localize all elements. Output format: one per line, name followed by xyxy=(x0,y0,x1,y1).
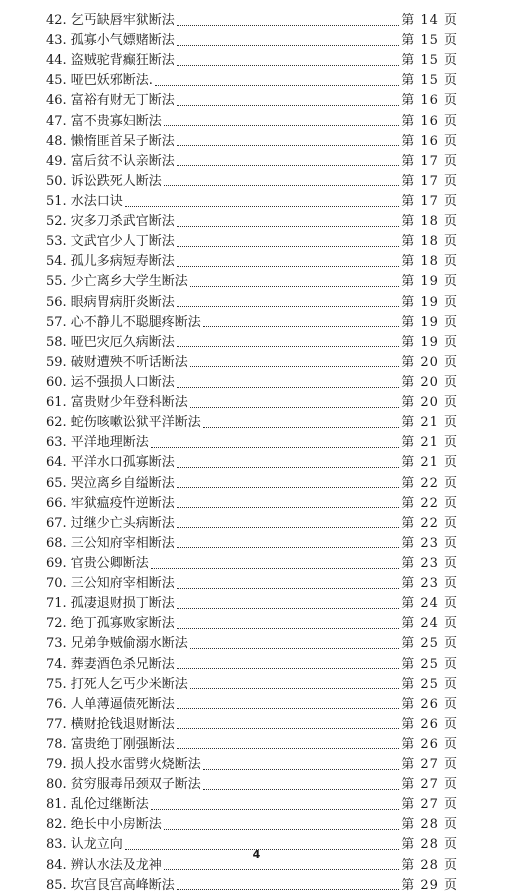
toc-entry-page: 第 16 页 xyxy=(401,93,458,109)
dot-leader xyxy=(177,748,399,749)
toc-entry-page: 第 26 页 xyxy=(401,696,458,712)
toc-entry-page: 第 28 页 xyxy=(401,857,458,873)
toc-entry-page: 第 14 页 xyxy=(401,13,458,28)
toc-entry-title: 58. 哑巴灾厄久病断法 xyxy=(46,334,175,350)
toc-entry xyxy=(46,393,458,413)
dot-leader xyxy=(203,427,399,428)
dot-leader xyxy=(177,65,399,66)
toc-entry-title: 81. 乱伦过继断法 xyxy=(46,797,149,813)
toc-entry-page: 第 19 页 xyxy=(401,334,458,350)
toc-entry xyxy=(46,413,458,433)
dot-leader xyxy=(125,206,399,207)
toc-entry-title: 79. 损人投水雷劈火烧断法 xyxy=(46,757,201,773)
toc-entry xyxy=(46,815,458,835)
toc-entry xyxy=(46,272,458,292)
toc-entry-title: 49. 富后贫不认亲断法 xyxy=(46,153,175,169)
toc-entry-page: 第 28 页 xyxy=(401,837,458,853)
toc-entry xyxy=(46,11,458,31)
toc-entry xyxy=(46,453,458,473)
toc-entry-page: 第 19 页 xyxy=(401,294,458,310)
toc-entry xyxy=(46,474,458,494)
toc-entry xyxy=(46,735,458,755)
toc-entry-title: 42. 乞丐缺唇牢狱断法 xyxy=(46,13,175,28)
dot-leader xyxy=(177,889,399,890)
table-of-contents xyxy=(46,11,458,896)
toc-entry-title: 55. 少亡离乡大学生断法 xyxy=(46,274,188,290)
toc-entry xyxy=(46,715,458,735)
toc-entry-title: 80. 贫穷服毒吊颈双子断法 xyxy=(46,777,201,793)
dot-leader xyxy=(177,25,399,26)
dot-leader xyxy=(151,809,399,810)
toc-entry xyxy=(46,51,458,71)
toc-entry-page: 第 25 页 xyxy=(401,676,458,692)
toc-entry-page: 第 21 页 xyxy=(401,455,458,471)
toc-entry-page: 第 17 页 xyxy=(401,153,458,169)
dot-leader xyxy=(151,568,399,569)
toc-entry-title: 69. 官贵公卿断法 xyxy=(46,555,149,571)
dot-leader xyxy=(177,527,399,528)
toc-entry xyxy=(46,614,458,634)
toc-entry-title: 53. 文武官少人丁断法 xyxy=(46,234,175,250)
toc-entry-title: 45. 哑巴妖邪断法. xyxy=(46,73,153,89)
toc-entry-page: 第 18 页 xyxy=(401,234,458,250)
toc-entry-page: 第 26 页 xyxy=(401,736,458,752)
dot-leader xyxy=(164,829,399,830)
toc-entry-title: 77. 横财抢钱退财断法 xyxy=(46,716,175,732)
toc-entry-page: 第 28 页 xyxy=(401,817,458,833)
toc-entry-page: 第 17 页 xyxy=(401,173,458,189)
toc-entry xyxy=(46,333,458,353)
toc-entry xyxy=(46,71,458,91)
toc-entry xyxy=(46,634,458,654)
dot-leader xyxy=(177,346,399,347)
toc-entry-page: 第 15 页 xyxy=(401,33,458,49)
toc-entry-title: 47. 富不贵寡妇断法 xyxy=(46,113,162,129)
toc-entry-page: 第 23 页 xyxy=(401,535,458,551)
dot-leader xyxy=(190,407,399,408)
toc-entry-title: 78. 富贵绝丁刚强断法 xyxy=(46,736,175,752)
toc-entry xyxy=(46,31,458,51)
dot-leader xyxy=(177,246,399,247)
dot-leader xyxy=(177,547,399,548)
toc-entry-title: 59. 破财遭殃不听话断法 xyxy=(46,354,188,370)
dot-leader xyxy=(177,45,399,46)
toc-entry-title: 67. 过继少亡头病断法 xyxy=(46,515,175,531)
dot-leader xyxy=(177,588,399,589)
toc-entry xyxy=(46,293,458,313)
toc-entry-title: 73. 兄弟争贼偷溺水断法 xyxy=(46,636,188,652)
toc-entry xyxy=(46,494,458,514)
toc-entry-title: 50. 诉讼跌死人断法 xyxy=(46,173,162,189)
toc-entry xyxy=(46,554,458,574)
dot-leader xyxy=(190,366,399,367)
dot-leader xyxy=(203,769,399,770)
dot-leader xyxy=(177,507,399,508)
toc-entry xyxy=(46,675,458,695)
toc-entry xyxy=(46,212,458,232)
dot-leader xyxy=(177,387,399,388)
toc-entry-page: 第 22 页 xyxy=(401,475,458,491)
toc-entry xyxy=(46,192,458,212)
toc-entry-page: 第 16 页 xyxy=(401,133,458,149)
dot-leader xyxy=(177,708,399,709)
dot-leader xyxy=(164,125,399,126)
dot-leader xyxy=(177,105,399,106)
dot-leader xyxy=(190,648,399,649)
toc-entry-title: 64. 平洋水口孤寡断法 xyxy=(46,455,175,471)
toc-entry-title: 46. 富裕有财无丁断法 xyxy=(46,93,175,109)
toc-entry-page: 第 22 页 xyxy=(401,495,458,511)
toc-entry xyxy=(46,876,458,896)
toc-entry-page: 第 24 页 xyxy=(401,616,458,632)
dot-leader xyxy=(190,286,399,287)
toc-entry xyxy=(46,514,458,534)
toc-entry xyxy=(46,252,458,272)
toc-entry-page: 第 19 页 xyxy=(401,274,458,290)
toc-entry-title: 62. 蛇伤咳嗽讼狱平洋断法 xyxy=(46,415,201,431)
dot-leader xyxy=(190,688,399,689)
toc-entry-title: 75. 打死人乞丐少米断法 xyxy=(46,676,188,692)
toc-entry-title: 57. 心不静儿不聪腿疼断法 xyxy=(46,314,201,330)
dot-leader xyxy=(164,185,399,186)
toc-entry xyxy=(46,574,458,594)
toc-entry-page: 第 27 页 xyxy=(401,797,458,813)
dot-leader xyxy=(177,668,399,669)
dot-leader xyxy=(177,145,399,146)
toc-entry xyxy=(46,112,458,132)
toc-entry-title: 82. 绝长中小房断法 xyxy=(46,817,162,833)
dot-leader xyxy=(177,165,399,166)
toc-entry-title: 51. 水法口诀 xyxy=(46,193,123,209)
dot-leader xyxy=(177,628,399,629)
toc-entry xyxy=(46,695,458,715)
toc-entry-page: 第 19 页 xyxy=(401,314,458,330)
toc-entry-page: 第 23 页 xyxy=(401,555,458,571)
toc-entry-title: 74. 葬妻酒色杀兄断法 xyxy=(46,656,175,672)
toc-entry-title: 48. 懒惰匪首呆子断法 xyxy=(46,133,175,149)
toc-entry-title: 84. 辨认水法及龙神 xyxy=(46,857,162,873)
toc-entry xyxy=(46,755,458,775)
toc-entry-page: 第 21 页 xyxy=(401,435,458,451)
toc-entry-page: 第 21 页 xyxy=(401,415,458,431)
toc-entry-page: 第 17 页 xyxy=(401,193,458,209)
dot-leader xyxy=(177,226,399,227)
toc-entry-title: 71. 孤凄退财损丁断法 xyxy=(46,596,175,612)
toc-entry xyxy=(46,232,458,252)
toc-entry-title: 44. 盗贼驼背癫狂断法 xyxy=(46,53,175,69)
toc-entry-title: 83. 认龙立向 xyxy=(46,837,123,853)
toc-entry-page: 第 27 页 xyxy=(401,757,458,773)
toc-entry-title: 54. 孤儿多病短寿断法 xyxy=(46,254,175,270)
toc-entry xyxy=(46,91,458,111)
toc-entry xyxy=(46,152,458,172)
toc-entry-page: 第 15 页 xyxy=(401,73,458,89)
toc-entry xyxy=(46,353,458,373)
dot-leader xyxy=(203,789,399,790)
toc-entry xyxy=(46,655,458,675)
toc-entry-title: 61. 富贵财少年登科断法 xyxy=(46,395,188,411)
toc-entry-page: 第 22 页 xyxy=(401,515,458,531)
toc-entry-title: 68. 三公知府宰相断法 xyxy=(46,535,175,551)
toc-entry xyxy=(46,594,458,614)
toc-entry xyxy=(46,373,458,393)
toc-entry-title: 72. 绝丁孤寡败家断法 xyxy=(46,616,175,632)
dot-leader xyxy=(177,306,399,307)
toc-entry-title: 85. 坎宫艮宫高峰断法 xyxy=(46,877,175,893)
toc-entry-page: 第 20 页 xyxy=(401,354,458,370)
toc-entry-page: 第 24 页 xyxy=(401,596,458,612)
toc-entry-page: 第 20 页 xyxy=(401,395,458,411)
toc-entry-page: 第 29 页 xyxy=(401,877,458,893)
toc-entry xyxy=(46,775,458,795)
page-number: 4 xyxy=(252,848,261,861)
dot-leader xyxy=(203,326,399,327)
toc-entry-page: 第 23 页 xyxy=(401,576,458,592)
dot-leader xyxy=(155,85,399,86)
toc-entry-page: 第 20 页 xyxy=(401,374,458,390)
toc-entry-title: 43. 孤寡小气嫖赌断法 xyxy=(46,33,175,49)
toc-entry-title: 66. 牢狱瘟疫忤逆断法 xyxy=(46,495,175,511)
toc-entry-page: 第 15 页 xyxy=(401,53,458,69)
toc-entry xyxy=(46,172,458,192)
toc-entry-page: 第 25 页 xyxy=(401,656,458,672)
toc-entry-title: 56. 眼病胃病肝炎断法 xyxy=(46,294,175,310)
toc-entry-page: 第 18 页 xyxy=(401,254,458,270)
toc-entry-title: 76. 人单薄逼债死断法 xyxy=(46,696,175,712)
toc-entry-page: 第 26 页 xyxy=(401,716,458,732)
toc-entry xyxy=(46,795,458,815)
dot-leader xyxy=(177,467,399,468)
toc-entry-page: 第 16 页 xyxy=(401,113,458,129)
toc-entry-title: 65. 哭泣离乡自缢断法 xyxy=(46,475,175,491)
dot-leader xyxy=(151,447,399,448)
dot-leader xyxy=(177,728,399,729)
toc-entry xyxy=(46,534,458,554)
dot-leader xyxy=(177,608,399,609)
toc-entry-title: 70. 三公知府宰相断法 xyxy=(46,576,175,592)
toc-entry-page: 第 18 页 xyxy=(401,214,458,230)
dot-leader xyxy=(177,266,399,267)
toc-entry-page: 第 25 页 xyxy=(401,636,458,652)
toc-entry-title: 60. 运不强损人口断法 xyxy=(46,374,175,390)
toc-entry xyxy=(46,433,458,453)
toc-entry-title: 52. 灾多刀杀武官断法 xyxy=(46,214,175,230)
toc-entry-page: 第 27 页 xyxy=(401,777,458,793)
toc-entry xyxy=(46,132,458,152)
dot-leader xyxy=(164,869,399,870)
toc-entry xyxy=(46,313,458,333)
toc-entry-title: 63. 平洋地理断法 xyxy=(46,435,149,451)
dot-leader xyxy=(177,487,399,488)
